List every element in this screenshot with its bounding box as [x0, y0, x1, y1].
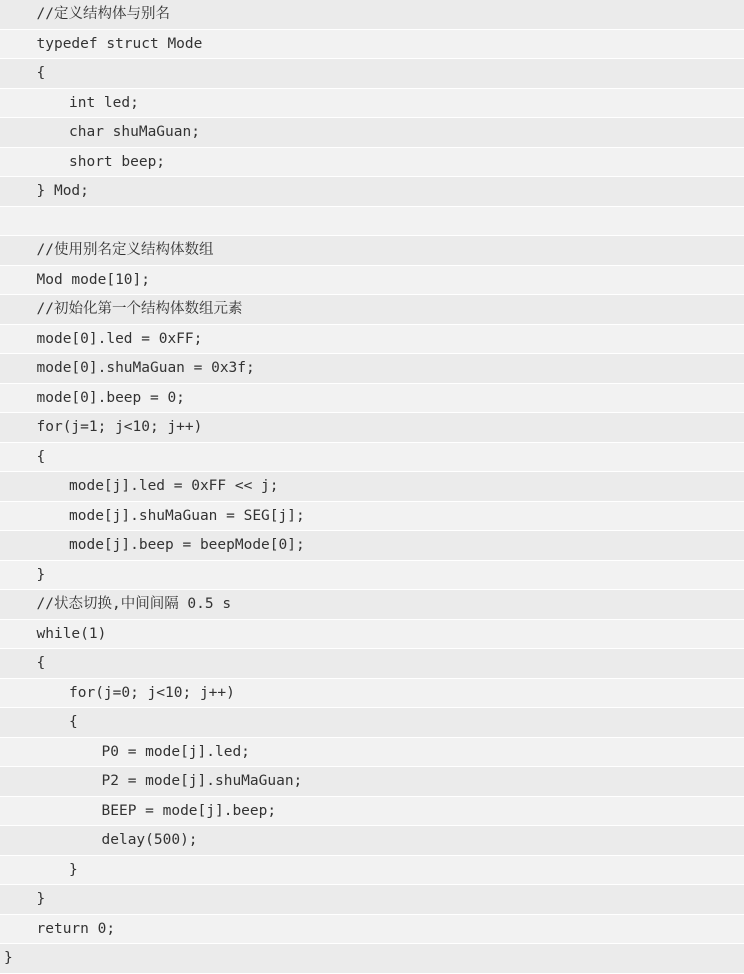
code-line-text: {	[36, 655, 46, 671]
code-line-text: char shuMaGuan;	[69, 124, 200, 140]
code-line-text: //定义结构体与别名	[36, 6, 170, 22]
code-line-text: {	[69, 714, 78, 730]
code-line-text: }	[36, 566, 46, 583]
code-line	[0, 561, 744, 591]
code-line	[0, 915, 744, 945]
code-line-text: } Mod;	[36, 183, 89, 199]
code-line	[0, 118, 744, 148]
code-line-text: P0 = mode[j].led;	[101, 743, 250, 760]
code-line-text: }	[69, 861, 78, 878]
code-line-text: }	[36, 891, 46, 907]
code-line	[0, 738, 744, 768]
code-line-text: typedef struct Mode	[36, 35, 203, 52]
code-line-text: mode[0].led = 0xFF;	[36, 330, 203, 347]
code-line-text: short beep;	[69, 153, 166, 170]
code-line	[0, 443, 744, 473]
code-line	[0, 856, 744, 886]
code-line-text: //状态切换,中间间隔 0.5 s	[36, 596, 232, 612]
code-line-text: {	[36, 448, 46, 465]
code-line	[0, 59, 744, 89]
code-line	[0, 679, 744, 709]
code-line	[0, 384, 744, 414]
code-line-text: return 0;	[36, 920, 116, 937]
code-line	[0, 325, 744, 355]
code-line-text: int led;	[69, 94, 139, 111]
code-line	[0, 826, 744, 856]
code-line	[0, 295, 744, 325]
code-line-text: for(j=0; j<10; j++)	[69, 684, 235, 701]
code-line	[0, 354, 744, 384]
code-line	[0, 30, 744, 60]
code-line-text: mode[j].shuMaGuan = SEG[j];	[69, 507, 305, 524]
code-line	[0, 266, 744, 296]
code-line	[0, 207, 744, 237]
code-line-text: //使用别名定义结构体数组	[36, 242, 214, 258]
code-line	[0, 531, 744, 561]
code-line-text: Mod mode[10];	[36, 271, 150, 288]
code-line	[0, 89, 744, 119]
code-line-text: BEEP = mode[j].beep;	[101, 802, 277, 819]
code-line	[0, 767, 744, 797]
code-line	[0, 0, 744, 30]
code-line	[0, 472, 744, 502]
code-line	[0, 413, 744, 443]
code-line-text: for(j=1; j<10; j++)	[36, 419, 203, 435]
code-line-text: mode[0].beep = 0;	[36, 389, 185, 406]
code-line	[0, 944, 744, 974]
code-line	[0, 590, 744, 620]
code-line	[0, 236, 744, 266]
code-line	[0, 620, 744, 650]
code-line	[0, 177, 744, 207]
code-line-text: mode[0].shuMaGuan = 0x3f;	[36, 360, 255, 376]
code-line-text: {	[36, 65, 46, 81]
code-line	[0, 797, 744, 827]
code-line	[0, 708, 744, 738]
code-line-text: delay(500);	[101, 832, 198, 848]
code-line	[0, 885, 744, 915]
code-line	[0, 148, 744, 178]
code-line-text: }	[4, 950, 13, 966]
code-line-text: while(1)	[36, 625, 107, 642]
code-line-text: //初始化第一个结构体数组元素	[36, 301, 243, 317]
code-line	[0, 502, 744, 532]
code-line	[0, 649, 744, 679]
code-line-text: mode[j].led = 0xFF << j;	[69, 478, 279, 494]
code-line-text: mode[j].beep = beepMode[0];	[69, 537, 305, 553]
code-line-text: P2 = mode[j].shuMaGuan;	[101, 773, 303, 789]
